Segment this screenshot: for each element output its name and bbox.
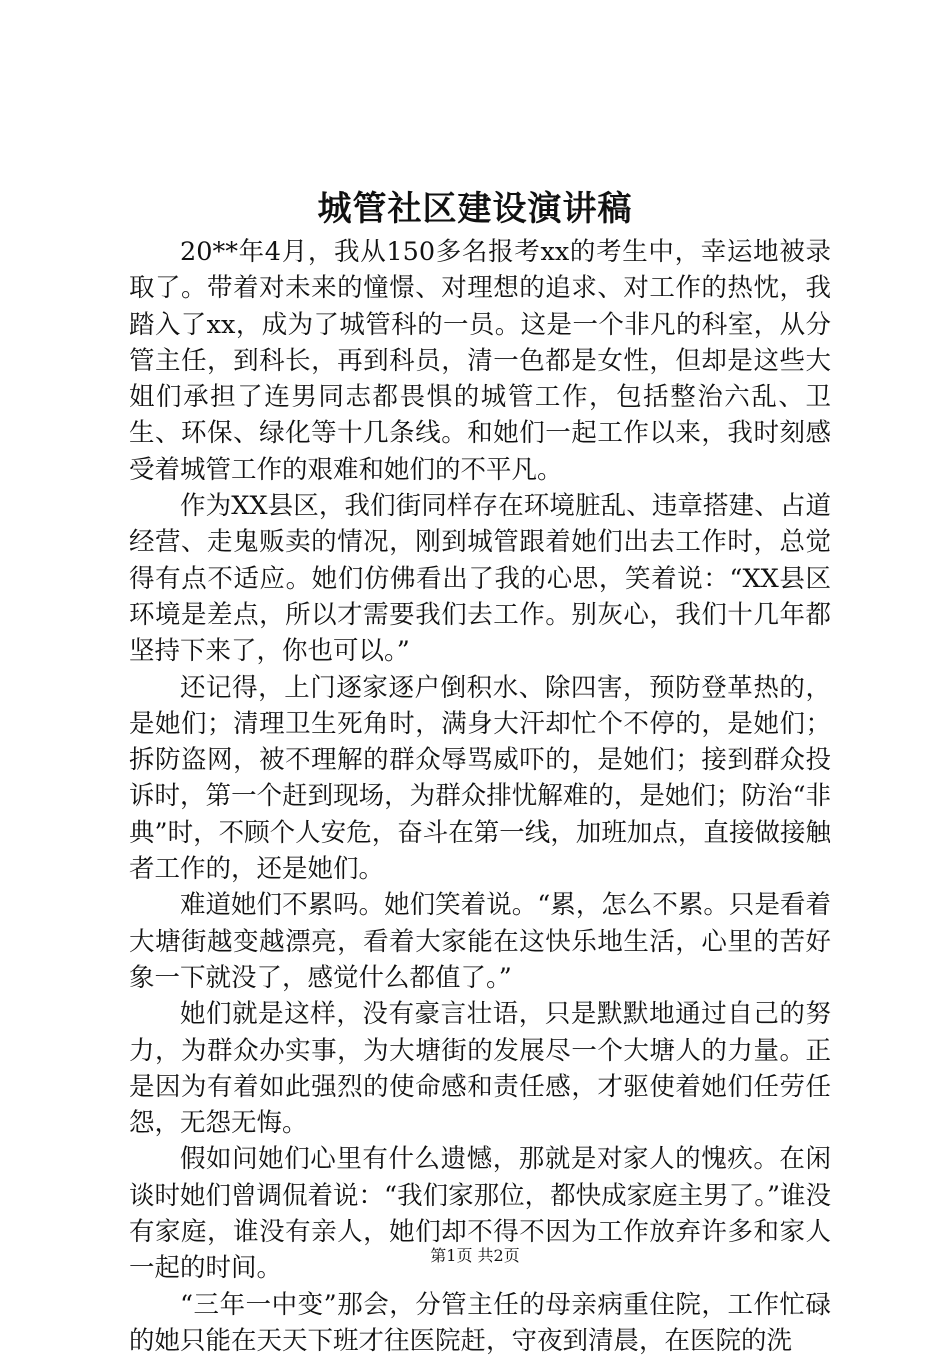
- paragraph-7: “三年一中变”那会，分管主任的母亲病重住院，工作忙碌的她只能在天天下班才往医院赶，守夜到清晨，在医院的洗: [129, 1289, 831, 1356]
- document-title: 城管社区建设演讲稿: [317, 189, 633, 229]
- page-footer: 第1页 共2页: [430, 1246, 520, 1265]
- document-body: [129, 234, 831, 1359]
- paragraph-5: 她们就是这样，没有豪言壮语，只是默默地通过自己的努力，为群众办实事，为大塘街的发展尽一个大塘人的力量。正是因为有着如此强烈的使命感和责任感，才驱使着她们任劳任怨，无怨无悔。: [129, 999, 831, 1139]
- paragraph-3: 还记得，上门逐家逐户倒积水、除四害，预防登革热的，是她们；清理卫生死角时，满身大汗却忙个不停的，是她们；拆防盗网，被不理解的群众辱骂威吓的，是她们；接到群众投诉时，第一个赶到现场，为群众排忧解难的，是她们；防治“非典”时，不顾个人安危，奋斗在第一线，加班加点，直接做接触者工作的，还是她们。: [129, 672, 831, 885]
- paragraph-1: 20**年4月，我从150多名报考xx的考生中，幸运地被录取了。带着对未来的憧憬、对理想的追求、对工作的热忱，我踏入了xx，成为了城管科的一员。这是一个非凡的科室，从分管主任，到科长，再到科员，清一色都是女性，但却是这些大姐们承担了连男同志都畏惧的城管工作，包括整治六乱、卫生、环保、绿化等十几条线。和她们一起工作以来，我时刻感受着城管工作的艰难和她们的不平凡。: [129, 237, 831, 485]
- paragraph-4: 难道她们不累吗。她们笑着说。“累，怎么不累。只是看着大塘街越变越漂亮，看着大家能在这快乐地生活，心里的苦好象一下就没了，感觉什么都值了。”: [129, 890, 831, 993]
- paragraph-2: 作为XX县区，我们街同样存在环境脏乱、违章搭建、占道经营、走鬼贩卖的情况，刚到城管跟着她们出去工作时，总觉得有点不适应。她们仿佛看出了我的心思，笑着说：“XX县区环境是差点，所以才需要我们去工作。别灰心，我们十几年都坚持下来了，你也可以。”: [129, 491, 831, 667]
- paragraph-6: 假如问她们心里有什么遗憾，那就是对家人的愧疚。在闲谈时她们曾调侃着说：“我们家那位，都快成家庭主男了。”谁没有家庭，谁没有亲人，她们却不得不因为工作放弃许多和家人一起的时间。: [129, 1144, 831, 1284]
